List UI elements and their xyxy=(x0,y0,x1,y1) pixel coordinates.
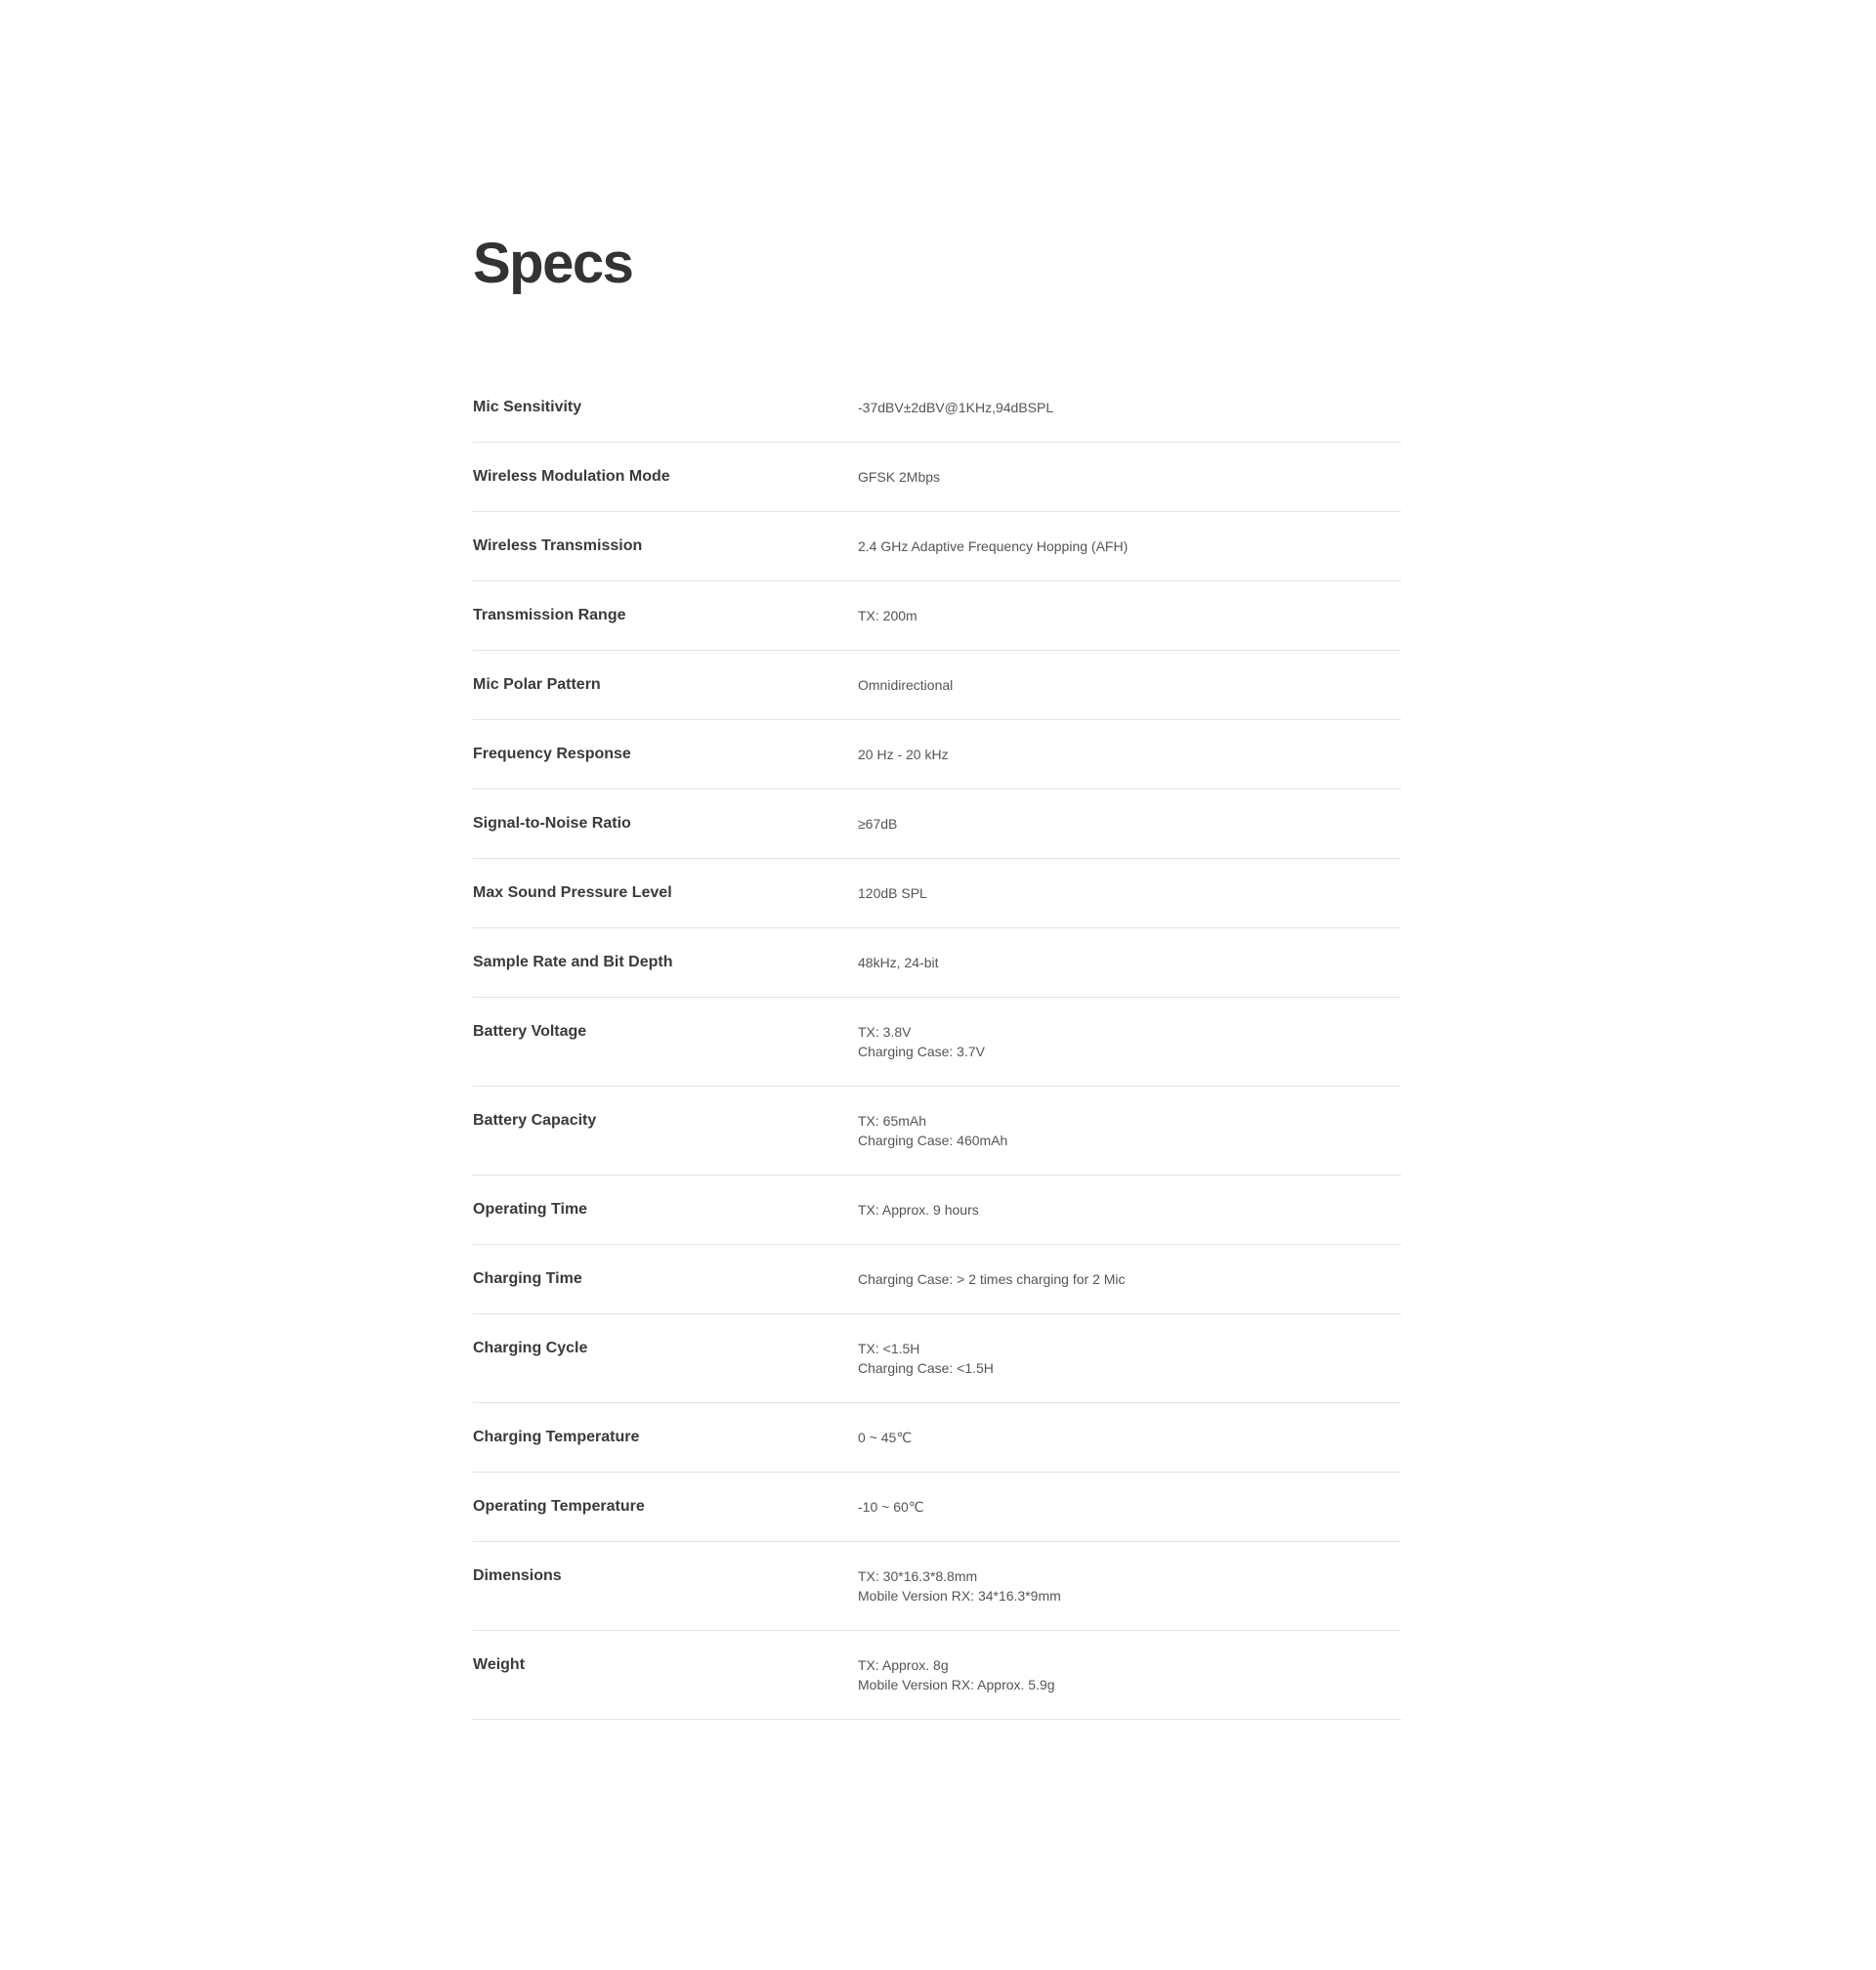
spec-value: TX: 30*16.3*8.8mm xyxy=(858,1568,978,1584)
spec-row xyxy=(473,581,1401,651)
spec-row xyxy=(473,651,1401,720)
spec-label: Dimensions xyxy=(473,1567,562,1584)
spec-value: Charging Case: <1.5H xyxy=(858,1360,994,1376)
specs-table xyxy=(473,373,1401,1720)
spec-row xyxy=(473,373,1401,443)
spec-row xyxy=(473,1473,1401,1542)
spec-label: Sample Rate and Bit Depth xyxy=(473,954,673,970)
spec-value: TX: 65mAh xyxy=(858,1113,927,1129)
spec-values xyxy=(858,1631,1401,1694)
spec-value: ≥67dB xyxy=(858,816,898,832)
spec-values xyxy=(858,998,1401,1061)
spec-value: TX: Approx. 8g xyxy=(858,1657,949,1673)
spec-label: Battery Voltage xyxy=(473,1023,587,1040)
spec-value: Omnidirectional xyxy=(858,677,954,693)
spec-label: Mic Polar Pattern xyxy=(473,676,601,693)
spec-row xyxy=(473,1087,1401,1176)
specs-section xyxy=(473,223,1401,1720)
spec-values xyxy=(858,859,1401,903)
spec-label: Mic Sensitivity xyxy=(473,399,582,415)
spec-row xyxy=(473,443,1401,512)
spec-row xyxy=(473,1314,1401,1403)
spec-label: Signal-to-Noise Ratio xyxy=(473,815,631,832)
spec-values xyxy=(858,1087,1401,1150)
spec-value: 2.4 GHz Adaptive Frequency Hopping (AFH) xyxy=(858,538,1129,554)
spec-value: -10 ~ 60℃ xyxy=(858,1499,924,1515)
spec-label: Charging Time xyxy=(473,1270,582,1287)
spec-values xyxy=(858,1176,1401,1220)
spec-values xyxy=(858,790,1401,834)
spec-label: Charging Temperature xyxy=(473,1429,640,1445)
spec-value: -37dBV±2dBV@1KHz,94dBSPL xyxy=(858,400,1054,415)
spec-value: 48kHz, 24-bit xyxy=(858,955,939,970)
spec-value: Charging Case: 3.7V xyxy=(858,1044,985,1059)
spec-values xyxy=(858,1245,1401,1289)
spec-row xyxy=(473,859,1401,928)
spec-values xyxy=(858,1403,1401,1447)
spec-row xyxy=(473,790,1401,859)
spec-value: GFSK 2Mbps xyxy=(858,469,941,485)
spec-row xyxy=(473,512,1401,581)
spec-value: Charging Case: > 2 times charging for 2 Mic xyxy=(858,1271,1126,1287)
spec-row xyxy=(473,998,1401,1087)
spec-row xyxy=(473,1176,1401,1245)
spec-values xyxy=(858,1542,1401,1606)
spec-row xyxy=(473,1542,1401,1631)
spec-label: Weight xyxy=(473,1656,526,1673)
spec-value: 0 ~ 45℃ xyxy=(858,1430,913,1445)
spec-value: TX: Approx. 9 hours xyxy=(858,1202,979,1218)
spec-value: TX: <1.5H xyxy=(858,1341,920,1356)
spec-values xyxy=(858,512,1401,556)
spec-values xyxy=(858,1314,1401,1378)
spec-values xyxy=(858,928,1401,972)
spec-label: Operating Temperature xyxy=(473,1498,645,1515)
spec-value: 120dB SPL xyxy=(858,885,927,901)
page-title: Specs xyxy=(473,232,633,295)
spec-values xyxy=(858,581,1401,625)
spec-values xyxy=(858,443,1401,487)
spec-label: Wireless Transmission xyxy=(473,537,643,554)
spec-value: Mobile Version RX: Approx. 5.9g xyxy=(858,1677,1055,1692)
spec-row xyxy=(473,1245,1401,1314)
spec-label: Charging Cycle xyxy=(473,1340,588,1356)
spec-row xyxy=(473,928,1401,998)
spec-values xyxy=(858,651,1401,695)
spec-row xyxy=(473,1631,1401,1720)
spec-row xyxy=(473,720,1401,790)
spec-label: Wireless Modulation Mode xyxy=(473,468,670,485)
spec-values xyxy=(858,1473,1401,1517)
spec-row xyxy=(473,1403,1401,1473)
spec-label: Frequency Response xyxy=(473,746,631,762)
spec-label: Battery Capacity xyxy=(473,1112,597,1129)
spec-value: Mobile Version RX: 34*16.3*9mm xyxy=(858,1588,1061,1604)
spec-value: 20 Hz - 20 kHz xyxy=(858,747,949,762)
spec-value: TX: 200m xyxy=(858,608,917,623)
spec-value: Charging Case: 460mAh xyxy=(858,1133,1008,1148)
spec-label: Operating Time xyxy=(473,1201,588,1218)
spec-label: Transmission Range xyxy=(473,607,626,623)
spec-label: Max Sound Pressure Level xyxy=(473,884,672,901)
spec-value: TX: 3.8V xyxy=(858,1024,912,1040)
spec-values xyxy=(858,720,1401,764)
spec-values xyxy=(858,373,1401,417)
